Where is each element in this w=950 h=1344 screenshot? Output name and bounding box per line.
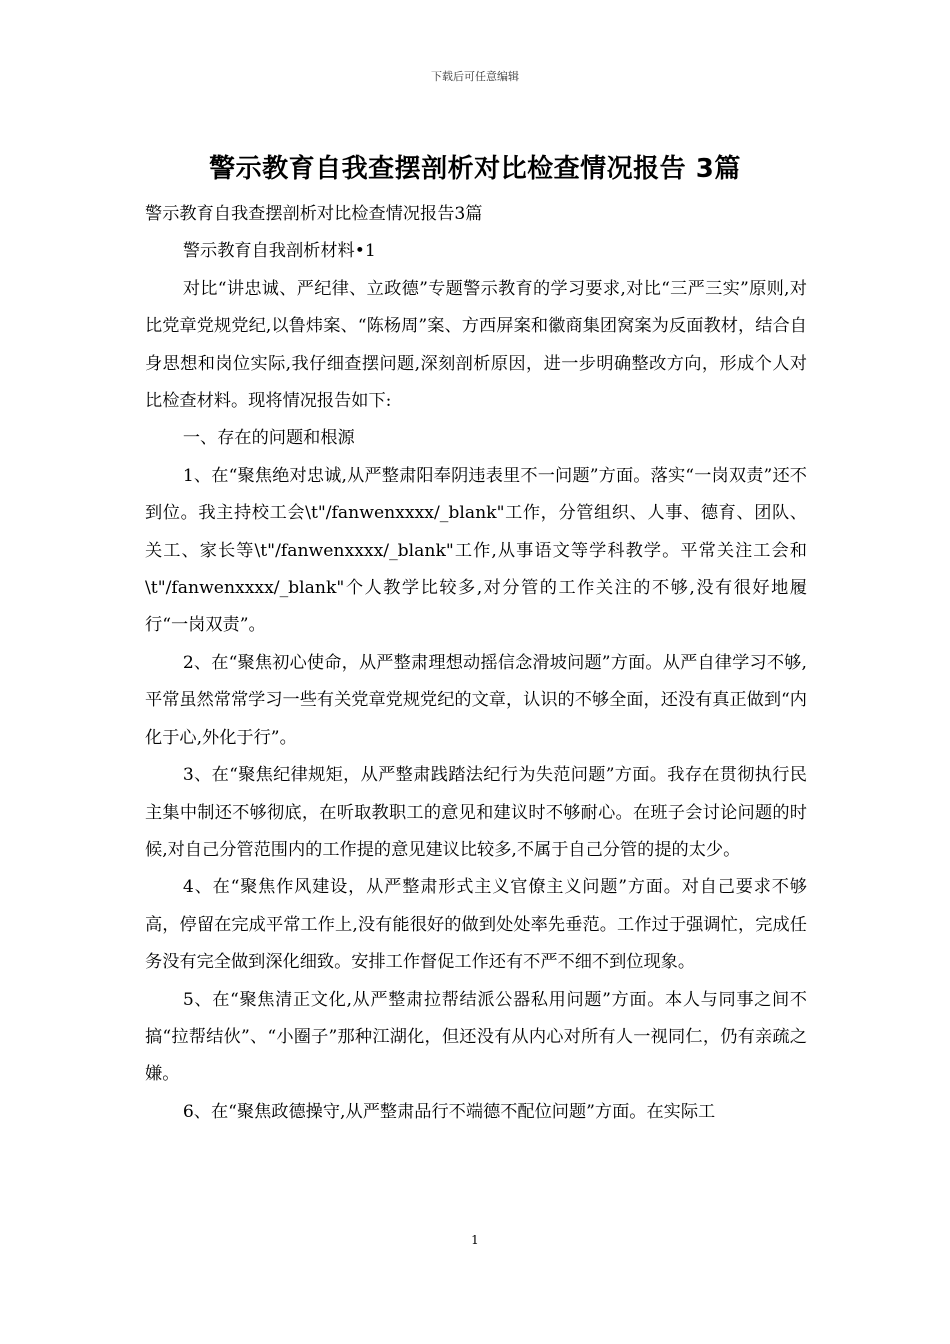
paragraph-item-6: 6、在“聚焦政德操守,从严整肃品行不端德不配位问题”方面。在实际工 xyxy=(182,1101,716,1122)
page-number: 1 xyxy=(471,1233,479,1247)
paragraph-item-5: 5、在“聚焦清正文化,从严整肃拉帮结派公器私用问题”方面。本人与同事之间不搞“拉帮结伙”、“小圈子”那种江湖化，但还没有从内心对所有人一视同仁，仍有亲疏之嫌。 xyxy=(145,989,807,1085)
paragraph-heading-problems: 一、存在的问题和根源 xyxy=(182,428,355,449)
document-title: 警示教育自我查摆剖析对比检查情况报告 3篇 xyxy=(209,154,741,184)
document-body xyxy=(145,196,807,1131)
paragraph-item-4: 4、在“聚焦作风建设，从严整肃形式主义官僚主义问题”方面。对自己要求不够高，停留在完成平常工作上,没有能很好的做到处处率先垂范。工作过于强调忙，完成任务没有完全做到深化细致。安排工作督促工作还有不严不细不到位现象。 xyxy=(145,877,807,973)
paragraph-item-3: 3、在“聚焦纪律规矩，从严整肃践踏法纪行为失范问题”方面。我存在贯彻执行民主集中制还不够彻底，在听取教职工的意见和建议时不够耐心。在班子会讨论问题的时候,对自己分管范围内的工作提的意见建议比较多,不属于自己分管的提的太少。 xyxy=(145,765,807,860)
document-subtitle: 警示教育自我查摆剖析对比检查情况报告3篇 xyxy=(145,204,483,224)
paragraph-intro: 对比“讲忠诚、严纪律、立政德”专题警示教育的学习要求,对比“三严三实”原则,对比党章党规党纪,以鲁炜案、“陈杨周”案、方西屏案和徽商集团窝案为反面教材，结合自身思想和岗位实际,我仔细查摆问题,深刻剖析原因，进一步明确整改方向，形成个人对比检查材料。现将情况报告如下: xyxy=(145,278,807,412)
paragraph-item-1: 1、在“聚焦绝对忠诚,从严整肃阳奉阴违表里不一问题”方面。落实“一岗双责”还不到位。我主持校工会\t"/fanwenxxxx/_blank"工作，分管组织、人事、德育、团队、关工、家长等\t"/fanwenxxxx/_blank"工作,从事语文等学科教学。平常关注工会和\t"/fanwenxxxx/_blank"个人教学比较多,对分管的工作关注的不够,没有很好地履行“一岗双责”。 xyxy=(145,465,807,636)
header-note: 下载后可任意编辑 xyxy=(431,70,519,83)
paragraph-item-2: 2、在“聚焦初心使命，从严整肃理想动摇信念滑坡问题”方面。从严自律学习不够,平常虽然常常学习一些有关党章党规党纪的文章，认识的不够全面，还没有真正做到“内化于心,外化于行”。 xyxy=(145,652,807,748)
section-heading: 警示教育自我剖析材料•1 xyxy=(182,241,376,262)
